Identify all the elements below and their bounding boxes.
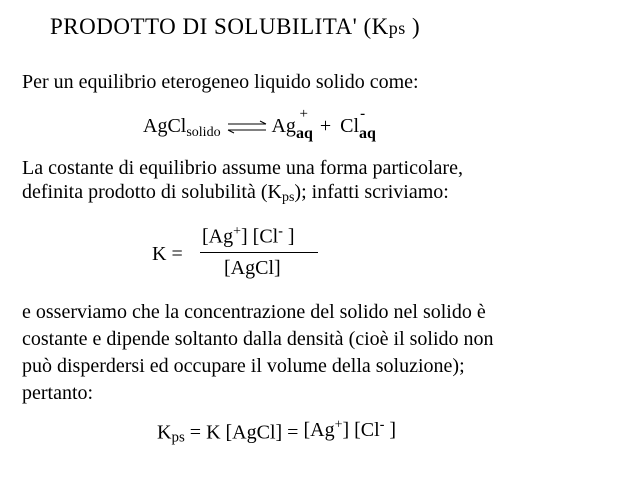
para2-line4: pertanto: <box>22 382 94 404</box>
kps-rhs <box>303 419 396 441</box>
title-close: ) <box>405 14 421 39</box>
para2-line1: e osserviamo che la concentrazione del solido nel solido è <box>22 301 486 323</box>
fraction-bar <box>200 252 318 253</box>
plus-sign: + <box>319 115 332 137</box>
para1-line2-b: ); infatti scriviamo: <box>294 181 449 203</box>
kps-ag-charge: + <box>334 417 343 432</box>
product-ag-charge: + <box>299 106 308 122</box>
product-cl-symbol: Cl <box>340 115 360 137</box>
kps-mid: = K [AgCl] = <box>184 421 304 444</box>
k-num-ag: [Ag <box>202 225 234 248</box>
product-ag-phase: aq <box>295 125 313 142</box>
k-numerator <box>202 224 295 249</box>
para1-line2 <box>22 180 449 210</box>
product-cl-charge: - <box>360 106 366 122</box>
intro-text: Per un equilibrio eterogeneo liquido solido come: <box>22 71 419 93</box>
product-cl-phase: aq <box>359 125 376 142</box>
k-lhs: K = <box>152 243 183 265</box>
k-denominator: [AgCl] <box>224 257 281 279</box>
para1-line1: La costante di equilibrio assume una forma particolare, <box>22 157 463 179</box>
reaction-equation <box>143 106 376 142</box>
para2-line3: può disperdersi ed occupare il volume della soluzione); <box>22 355 465 377</box>
kps-equation <box>157 417 397 447</box>
reactant-agcl: AgCl <box>143 115 187 137</box>
product-cl <box>340 106 376 142</box>
kps-mid2: ] [Cl <box>342 418 380 441</box>
kps-cl-charge: - <box>379 417 385 432</box>
k-num-mid: ] [Cl <box>241 225 279 248</box>
title-subscript: ps <box>388 18 406 38</box>
product-ag <box>271 106 313 142</box>
equilibrium-arrows-icon <box>226 120 268 134</box>
page-title <box>50 14 420 40</box>
kps-end: ] <box>384 418 397 441</box>
k-num-cl-charge: - <box>278 224 283 239</box>
para1-line2-sub: ps <box>281 190 295 205</box>
k-num-end: ] <box>282 225 295 248</box>
para2-line2: costante e dipende soltanto dalla densità (cioè il solido non <box>22 328 494 350</box>
product-ag-symbol: Ag <box>271 115 296 137</box>
para1-line2-a: definita prodotto di solubilità (K <box>22 181 282 203</box>
title-main: PRODOTTO DI SOLUBILITA' (K <box>50 14 389 39</box>
k-num-ag-charge: + <box>233 224 242 239</box>
kps-ag: [Ag <box>303 418 335 441</box>
reactant-subscript: solido <box>186 125 221 140</box>
kps-k: K <box>157 421 172 444</box>
kps-subscript: ps <box>171 429 185 446</box>
